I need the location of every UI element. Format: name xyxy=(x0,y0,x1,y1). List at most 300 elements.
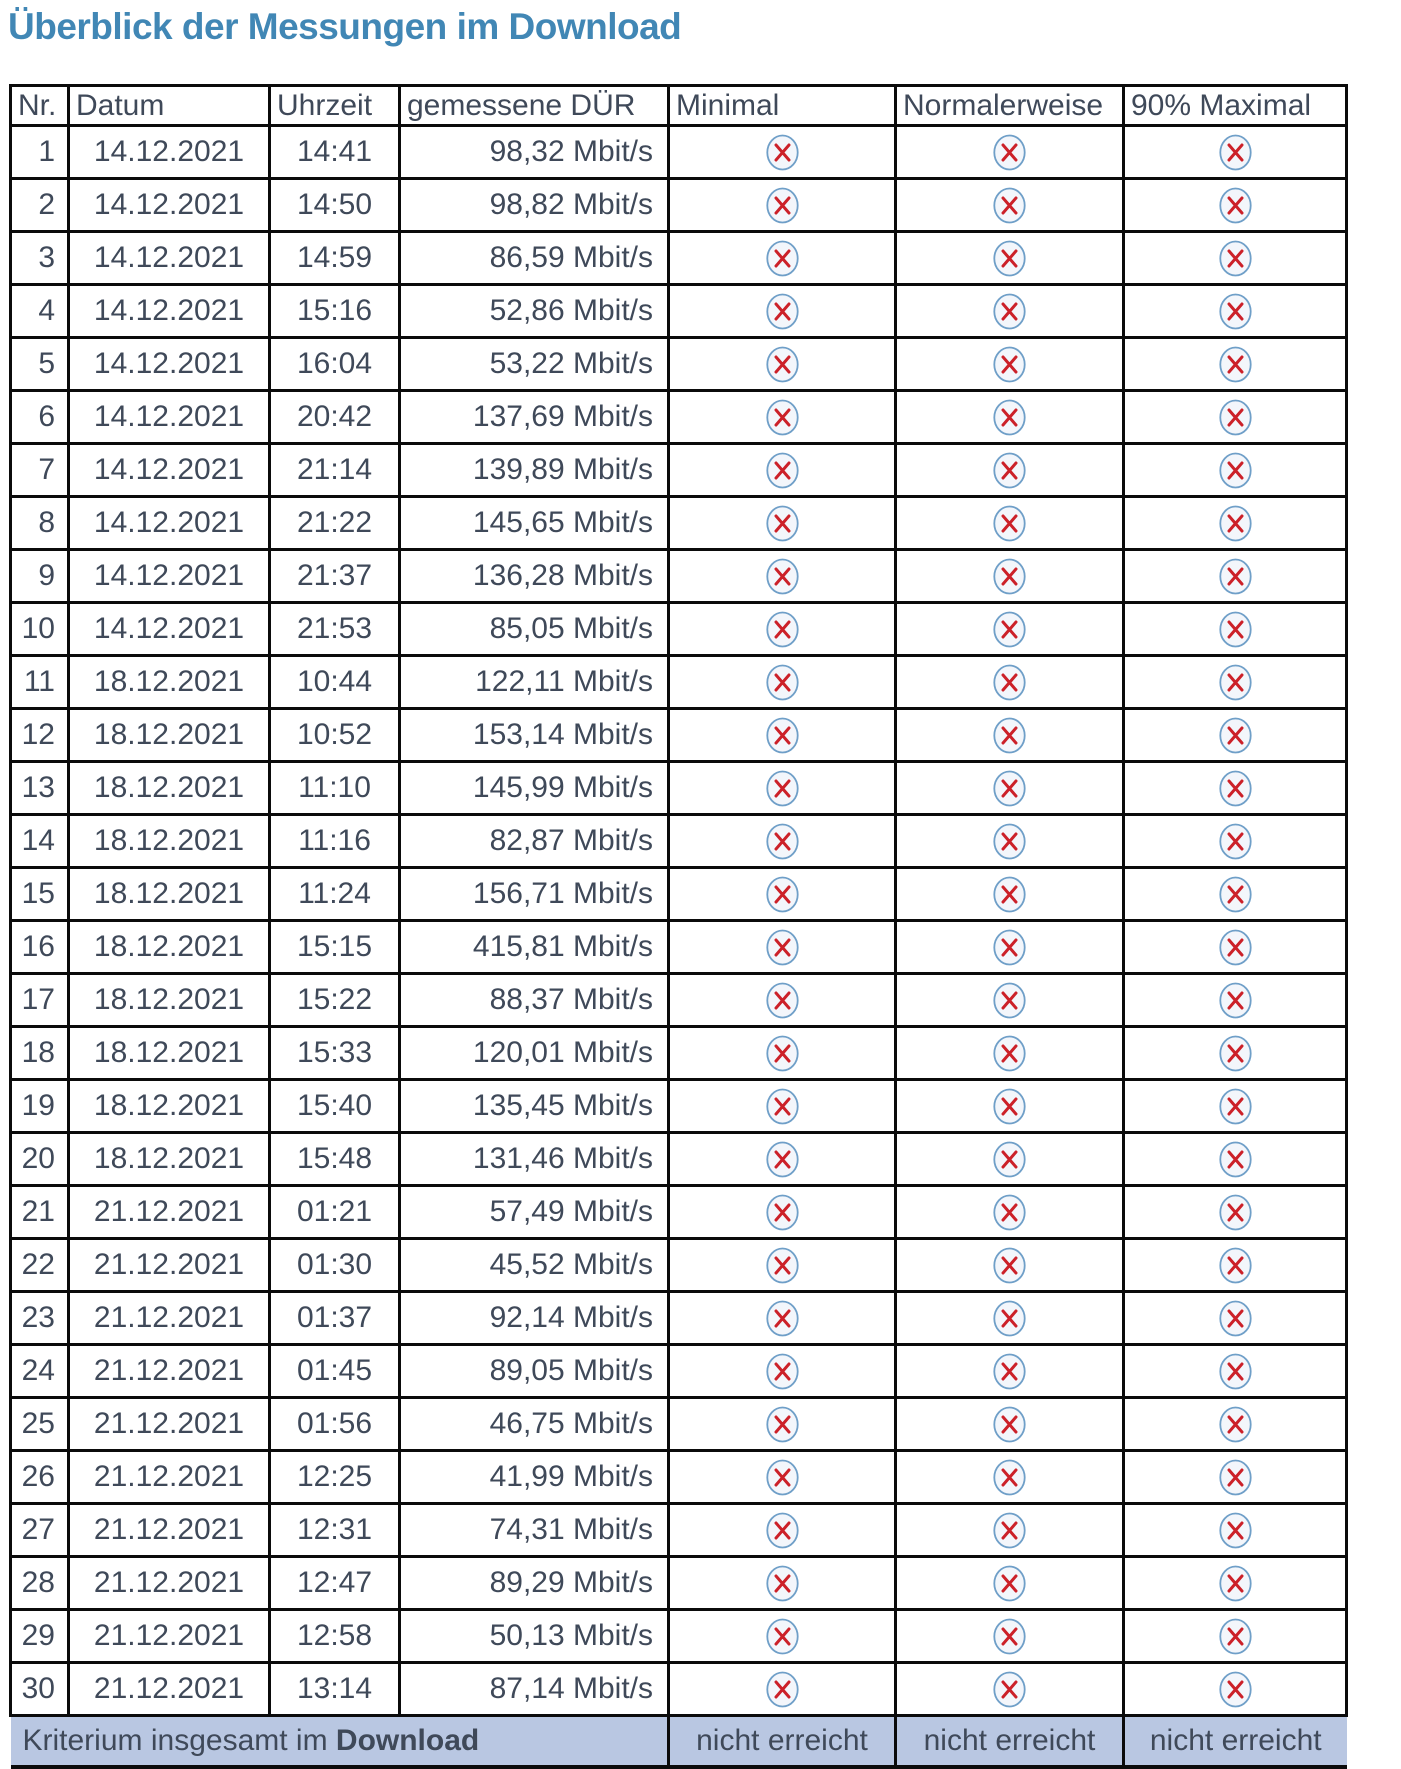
datum-cell: 18.12.2021 xyxy=(69,921,270,974)
cross-in-circle-icon xyxy=(1219,1565,1252,1602)
cross-in-circle-icon xyxy=(1219,187,1252,224)
table-row xyxy=(11,1239,1347,1292)
duer-cell: 52,86 Mbit/s xyxy=(400,285,669,338)
cross-in-circle-icon xyxy=(766,346,799,383)
nr-cell: 22 xyxy=(11,1239,69,1292)
cross-in-circle-icon xyxy=(766,505,799,542)
cross-in-circle-icon xyxy=(766,1141,799,1178)
maximal-status-cell xyxy=(1124,1133,1347,1186)
minimal-status-cell xyxy=(669,232,896,285)
cross-in-circle-icon xyxy=(1219,1035,1252,1072)
cross-in-circle-icon xyxy=(1219,1088,1252,1125)
nr-cell: 30 xyxy=(11,1663,69,1716)
cross-in-circle-icon xyxy=(993,1194,1026,1231)
normalerweise-status-cell xyxy=(896,391,1124,444)
nr-cell: 10 xyxy=(11,603,69,656)
cross-in-circle-icon xyxy=(1219,982,1252,1019)
table-row xyxy=(11,338,1347,391)
duer-cell: 145,99 Mbit/s xyxy=(400,762,669,815)
cross-in-circle-icon xyxy=(993,399,1026,436)
minimal-status-cell xyxy=(669,1133,896,1186)
cross-in-circle-icon xyxy=(1219,346,1252,383)
datum-cell: 21.12.2021 xyxy=(69,1557,270,1610)
cross-in-circle-icon xyxy=(1219,1459,1252,1496)
uhrzeit-cell: 01:21 xyxy=(270,1186,400,1239)
uhrzeit-cell: 15:15 xyxy=(270,921,400,974)
nr-cell: 5 xyxy=(11,338,69,391)
duer-cell: 85,05 Mbit/s xyxy=(400,603,669,656)
table-row xyxy=(11,974,1347,1027)
duer-cell: 145,65 Mbit/s xyxy=(400,497,669,550)
cross-in-circle-icon xyxy=(993,770,1026,807)
maximal-status-cell xyxy=(1124,1451,1347,1504)
normalerweise-status-cell xyxy=(896,179,1124,232)
cross-in-circle-icon xyxy=(993,187,1026,224)
cross-in-circle-icon xyxy=(1219,1194,1252,1231)
minimal-status-cell xyxy=(669,1504,896,1557)
cross-in-circle-icon xyxy=(1219,452,1252,489)
uhrzeit-cell: 12:25 xyxy=(270,1451,400,1504)
nr-cell: 6 xyxy=(11,391,69,444)
table-row xyxy=(11,709,1347,762)
table-row xyxy=(11,603,1347,656)
nr-cell: 8 xyxy=(11,497,69,550)
minimal-status-cell xyxy=(669,285,896,338)
maximal-status-cell xyxy=(1124,497,1347,550)
cross-in-circle-icon xyxy=(993,664,1026,701)
uhrzeit-cell: 14:50 xyxy=(270,179,400,232)
uhrzeit-cell: 11:10 xyxy=(270,762,400,815)
cross-in-circle-icon xyxy=(766,929,799,966)
datum-cell: 14.12.2021 xyxy=(69,126,270,179)
footer-maximal-result: nicht erreicht xyxy=(1124,1716,1347,1768)
duer-cell: 46,75 Mbit/s xyxy=(400,1398,669,1451)
cross-in-circle-icon xyxy=(993,1353,1026,1390)
cross-in-circle-icon xyxy=(993,1618,1026,1655)
cross-in-circle-icon xyxy=(1219,1300,1252,1337)
nr-cell: 1 xyxy=(11,126,69,179)
cross-in-circle-icon xyxy=(766,1353,799,1390)
duer-cell: 53,22 Mbit/s xyxy=(400,338,669,391)
uhrzeit-cell: 21:53 xyxy=(270,603,400,656)
uhrzeit-cell: 14:59 xyxy=(270,232,400,285)
maximal-status-cell xyxy=(1124,391,1347,444)
minimal-status-cell xyxy=(669,1292,896,1345)
normalerweise-status-cell xyxy=(896,126,1124,179)
maximal-status-cell xyxy=(1124,921,1347,974)
duer-cell: 136,28 Mbit/s xyxy=(400,550,669,603)
cross-in-circle-icon xyxy=(993,1565,1026,1602)
table-row xyxy=(11,1557,1347,1610)
nr-cell: 9 xyxy=(11,550,69,603)
datum-cell: 18.12.2021 xyxy=(69,656,270,709)
minimal-status-cell xyxy=(669,709,896,762)
nr-cell: 7 xyxy=(11,444,69,497)
table-row xyxy=(11,1080,1347,1133)
table-row xyxy=(11,1133,1347,1186)
maximal-status-cell xyxy=(1124,1027,1347,1080)
uhrzeit-cell: 12:47 xyxy=(270,1557,400,1610)
cross-in-circle-icon xyxy=(993,1406,1026,1443)
cross-in-circle-icon xyxy=(1219,929,1252,966)
maximal-status-cell xyxy=(1124,444,1347,497)
maximal-status-cell xyxy=(1124,815,1347,868)
datum-cell: 21.12.2021 xyxy=(69,1451,270,1504)
cross-in-circle-icon xyxy=(1219,1671,1252,1708)
cross-in-circle-icon xyxy=(766,982,799,1019)
col-header-normalerweise: Normalerweise xyxy=(896,86,1124,126)
col-header-gemessene-duer: gemessene DÜR xyxy=(400,86,669,126)
maximal-status-cell xyxy=(1124,1080,1347,1133)
cross-in-circle-icon xyxy=(766,293,799,330)
maximal-status-cell xyxy=(1124,285,1347,338)
maximal-status-cell xyxy=(1124,1663,1347,1716)
minimal-status-cell xyxy=(669,391,896,444)
cross-in-circle-icon xyxy=(993,134,1026,171)
datum-cell: 21.12.2021 xyxy=(69,1186,270,1239)
cross-in-circle-icon xyxy=(1219,1512,1252,1549)
datum-cell: 18.12.2021 xyxy=(69,974,270,1027)
table-row xyxy=(11,1186,1347,1239)
table-row xyxy=(11,868,1347,921)
cross-in-circle-icon xyxy=(993,293,1026,330)
duer-cell: 89,29 Mbit/s xyxy=(400,1557,669,1610)
datum-cell: 14.12.2021 xyxy=(69,391,270,444)
nr-cell: 27 xyxy=(11,1504,69,1557)
cross-in-circle-icon xyxy=(766,770,799,807)
normalerweise-status-cell xyxy=(896,603,1124,656)
duer-cell: 122,11 Mbit/s xyxy=(400,656,669,709)
maximal-status-cell xyxy=(1124,1292,1347,1345)
minimal-status-cell xyxy=(669,762,896,815)
datum-cell: 21.12.2021 xyxy=(69,1663,270,1716)
uhrzeit-cell: 01:56 xyxy=(270,1398,400,1451)
cross-in-circle-icon xyxy=(1219,1618,1252,1655)
nr-cell: 14 xyxy=(11,815,69,868)
nr-cell: 15 xyxy=(11,868,69,921)
maximal-status-cell xyxy=(1124,338,1347,391)
maximal-status-cell xyxy=(1124,1398,1347,1451)
maximal-status-cell xyxy=(1124,1610,1347,1663)
cross-in-circle-icon xyxy=(993,982,1026,1019)
datum-cell: 21.12.2021 xyxy=(69,1239,270,1292)
cross-in-circle-icon xyxy=(993,558,1026,595)
footer-criterion-label xyxy=(11,1716,669,1768)
cross-in-circle-icon xyxy=(993,346,1026,383)
cross-in-circle-icon xyxy=(993,1671,1026,1708)
cross-in-circle-icon xyxy=(766,1565,799,1602)
minimal-status-cell xyxy=(669,1080,896,1133)
cross-in-circle-icon xyxy=(766,1618,799,1655)
nr-cell: 20 xyxy=(11,1133,69,1186)
cross-in-circle-icon xyxy=(993,505,1026,542)
table-row xyxy=(11,1451,1347,1504)
maximal-status-cell xyxy=(1124,709,1347,762)
normalerweise-status-cell xyxy=(896,285,1124,338)
nr-cell: 24 xyxy=(11,1345,69,1398)
maximal-status-cell xyxy=(1124,656,1347,709)
cross-in-circle-icon xyxy=(1219,505,1252,542)
normalerweise-status-cell xyxy=(896,656,1124,709)
nr-cell: 21 xyxy=(11,1186,69,1239)
cross-in-circle-icon xyxy=(1219,293,1252,330)
normalerweise-status-cell xyxy=(896,1292,1124,1345)
normalerweise-status-cell xyxy=(896,709,1124,762)
datum-cell: 21.12.2021 xyxy=(69,1398,270,1451)
datum-cell: 21.12.2021 xyxy=(69,1292,270,1345)
datum-cell: 18.12.2021 xyxy=(69,1080,270,1133)
maximal-status-cell xyxy=(1124,1504,1347,1557)
cross-in-circle-icon xyxy=(766,664,799,701)
cross-in-circle-icon xyxy=(766,452,799,489)
footer-minimal-result: nicht erreicht xyxy=(669,1716,896,1768)
cross-in-circle-icon xyxy=(766,1300,799,1337)
nr-cell: 16 xyxy=(11,921,69,974)
table-row xyxy=(11,921,1347,974)
normalerweise-status-cell xyxy=(896,497,1124,550)
uhrzeit-cell: 10:52 xyxy=(270,709,400,762)
datum-cell: 21.12.2021 xyxy=(69,1504,270,1557)
uhrzeit-cell: 15:33 xyxy=(270,1027,400,1080)
cross-in-circle-icon xyxy=(766,399,799,436)
cross-in-circle-icon xyxy=(993,929,1026,966)
table-row xyxy=(11,815,1347,868)
normalerweise-status-cell xyxy=(896,550,1124,603)
cross-in-circle-icon xyxy=(766,717,799,754)
cross-in-circle-icon xyxy=(766,1671,799,1708)
table-row xyxy=(11,232,1347,285)
duer-cell: 120,01 Mbit/s xyxy=(400,1027,669,1080)
nr-cell: 13 xyxy=(11,762,69,815)
table-row xyxy=(11,1610,1347,1663)
uhrzeit-cell: 11:16 xyxy=(270,815,400,868)
nr-cell: 29 xyxy=(11,1610,69,1663)
normalerweise-status-cell xyxy=(896,1345,1124,1398)
nr-cell: 25 xyxy=(11,1398,69,1451)
table-row xyxy=(11,1398,1347,1451)
normalerweise-status-cell xyxy=(896,1610,1124,1663)
uhrzeit-cell: 12:31 xyxy=(270,1504,400,1557)
minimal-status-cell xyxy=(669,815,896,868)
maximal-status-cell xyxy=(1124,1557,1347,1610)
duer-cell: 98,82 Mbit/s xyxy=(400,179,669,232)
table-row xyxy=(11,1504,1347,1557)
duer-cell: 82,87 Mbit/s xyxy=(400,815,669,868)
cross-in-circle-icon xyxy=(1219,664,1252,701)
uhrzeit-cell: 12:58 xyxy=(270,1610,400,1663)
nr-cell: 18 xyxy=(11,1027,69,1080)
datum-cell: 21.12.2021 xyxy=(69,1345,270,1398)
duer-cell: 57,49 Mbit/s xyxy=(400,1186,669,1239)
footer-row xyxy=(11,1716,1347,1768)
col-header-nr: Nr. xyxy=(11,86,69,126)
cross-in-circle-icon xyxy=(993,1512,1026,1549)
duer-cell: 131,46 Mbit/s xyxy=(400,1133,669,1186)
minimal-status-cell xyxy=(669,974,896,1027)
cross-in-circle-icon xyxy=(993,717,1026,754)
cross-in-circle-icon xyxy=(766,1247,799,1284)
normalerweise-status-cell xyxy=(896,868,1124,921)
datum-cell: 18.12.2021 xyxy=(69,762,270,815)
uhrzeit-cell: 01:30 xyxy=(270,1239,400,1292)
duer-cell: 50,13 Mbit/s xyxy=(400,1610,669,1663)
duer-cell: 135,45 Mbit/s xyxy=(400,1080,669,1133)
uhrzeit-cell: 16:04 xyxy=(270,338,400,391)
uhrzeit-cell: 11:24 xyxy=(270,868,400,921)
uhrzeit-cell: 20:42 xyxy=(270,391,400,444)
datum-cell: 18.12.2021 xyxy=(69,709,270,762)
maximal-status-cell xyxy=(1124,232,1347,285)
normalerweise-status-cell xyxy=(896,1451,1124,1504)
cross-in-circle-icon xyxy=(766,1459,799,1496)
uhrzeit-cell: 10:44 xyxy=(270,656,400,709)
col-header-datum: Datum xyxy=(69,86,270,126)
duer-cell: 89,05 Mbit/s xyxy=(400,1345,669,1398)
uhrzeit-cell: 21:37 xyxy=(270,550,400,603)
datum-cell: 14.12.2021 xyxy=(69,179,270,232)
page-title: Überblick der Messungen im Download xyxy=(8,6,682,47)
table-row xyxy=(11,497,1347,550)
uhrzeit-cell: 01:37 xyxy=(270,1292,400,1345)
cross-in-circle-icon xyxy=(766,1406,799,1443)
cross-in-circle-icon xyxy=(993,1141,1026,1178)
cross-in-circle-icon xyxy=(1219,134,1252,171)
col-header-minimal: Minimal xyxy=(669,86,896,126)
cross-in-circle-icon xyxy=(993,1247,1026,1284)
maximal-status-cell xyxy=(1124,1239,1347,1292)
datum-cell: 14.12.2021 xyxy=(69,232,270,285)
nr-cell: 3 xyxy=(11,232,69,285)
normalerweise-status-cell xyxy=(896,444,1124,497)
datum-cell: 18.12.2021 xyxy=(69,1027,270,1080)
minimal-status-cell xyxy=(669,550,896,603)
datum-cell: 14.12.2021 xyxy=(69,550,270,603)
table-row xyxy=(11,179,1347,232)
normalerweise-status-cell xyxy=(896,338,1124,391)
maximal-status-cell xyxy=(1124,1345,1347,1398)
cross-in-circle-icon xyxy=(766,134,799,171)
cross-in-circle-icon xyxy=(1219,611,1252,648)
minimal-status-cell xyxy=(669,1239,896,1292)
uhrzeit-cell: 15:22 xyxy=(270,974,400,1027)
cross-in-circle-icon xyxy=(766,187,799,224)
table-row xyxy=(11,656,1347,709)
minimal-status-cell xyxy=(669,444,896,497)
cross-in-circle-icon xyxy=(1219,1247,1252,1284)
duer-cell: 415,81 Mbit/s xyxy=(400,921,669,974)
cross-in-circle-icon xyxy=(993,452,1026,489)
maximal-status-cell xyxy=(1124,974,1347,1027)
normalerweise-status-cell xyxy=(896,1133,1124,1186)
cross-in-circle-icon xyxy=(1219,717,1252,754)
cross-in-circle-icon xyxy=(993,1035,1026,1072)
nr-cell: 11 xyxy=(11,656,69,709)
uhrzeit-cell: 01:45 xyxy=(270,1345,400,1398)
maximal-status-cell xyxy=(1124,179,1347,232)
duer-cell: 41,99 Mbit/s xyxy=(400,1451,669,1504)
footer-criterion-bold: Download xyxy=(335,1724,480,1757)
nr-cell: 17 xyxy=(11,974,69,1027)
table-row xyxy=(11,550,1347,603)
measurements-table xyxy=(9,84,1348,1769)
cross-in-circle-icon xyxy=(1219,1353,1252,1390)
maximal-status-cell xyxy=(1124,550,1347,603)
maximal-status-cell xyxy=(1124,868,1347,921)
minimal-status-cell xyxy=(669,1398,896,1451)
cross-in-circle-icon xyxy=(766,558,799,595)
cross-in-circle-icon xyxy=(766,240,799,277)
minimal-status-cell xyxy=(669,1451,896,1504)
normalerweise-status-cell xyxy=(896,1239,1124,1292)
cross-in-circle-icon xyxy=(993,1459,1026,1496)
table-row xyxy=(11,1027,1347,1080)
cross-in-circle-icon xyxy=(1219,558,1252,595)
cross-in-circle-icon xyxy=(993,1088,1026,1125)
datum-cell: 14.12.2021 xyxy=(69,497,270,550)
normalerweise-status-cell xyxy=(896,1186,1124,1239)
normalerweise-status-cell xyxy=(896,815,1124,868)
nr-cell: 26 xyxy=(11,1451,69,1504)
uhrzeit-cell: 21:22 xyxy=(270,497,400,550)
table-row xyxy=(11,1345,1347,1398)
duer-cell: 45,52 Mbit/s xyxy=(400,1239,669,1292)
cross-in-circle-icon xyxy=(766,823,799,860)
uhrzeit-cell: 15:48 xyxy=(270,1133,400,1186)
nr-cell: 23 xyxy=(11,1292,69,1345)
uhrzeit-cell: 15:16 xyxy=(270,285,400,338)
minimal-status-cell xyxy=(669,1557,896,1610)
uhrzeit-cell: 15:40 xyxy=(270,1080,400,1133)
cross-in-circle-icon xyxy=(993,611,1026,648)
cross-in-circle-icon xyxy=(1219,399,1252,436)
datum-cell: 18.12.2021 xyxy=(69,868,270,921)
nr-cell: 2 xyxy=(11,179,69,232)
minimal-status-cell xyxy=(669,1345,896,1398)
normalerweise-status-cell xyxy=(896,921,1124,974)
cross-in-circle-icon xyxy=(1219,1141,1252,1178)
minimal-status-cell xyxy=(669,1610,896,1663)
normalerweise-status-cell xyxy=(896,232,1124,285)
table-row xyxy=(11,285,1347,338)
cross-in-circle-icon xyxy=(766,611,799,648)
duer-cell: 92,14 Mbit/s xyxy=(400,1292,669,1345)
maximal-status-cell xyxy=(1124,1186,1347,1239)
uhrzeit-cell: 21:14 xyxy=(270,444,400,497)
duer-cell: 74,31 Mbit/s xyxy=(400,1504,669,1557)
cross-in-circle-icon xyxy=(1219,770,1252,807)
cross-in-circle-icon xyxy=(766,1035,799,1072)
cross-in-circle-icon xyxy=(993,876,1026,913)
cross-in-circle-icon xyxy=(766,1512,799,1549)
nr-cell: 19 xyxy=(11,1080,69,1133)
cross-in-circle-icon xyxy=(766,876,799,913)
footer-criterion-text: Kriterium insgesamt im xyxy=(22,1724,336,1757)
minimal-status-cell xyxy=(669,126,896,179)
cross-in-circle-icon xyxy=(1219,1406,1252,1443)
uhrzeit-cell: 13:14 xyxy=(270,1663,400,1716)
minimal-status-cell xyxy=(669,1186,896,1239)
nr-cell: 28 xyxy=(11,1557,69,1610)
duer-cell: 87,14 Mbit/s xyxy=(400,1663,669,1716)
table-row xyxy=(11,444,1347,497)
minimal-status-cell xyxy=(669,656,896,709)
footer-normalerweise-result: nicht erreicht xyxy=(896,1716,1124,1768)
duer-cell: 153,14 Mbit/s xyxy=(400,709,669,762)
table-row xyxy=(11,762,1347,815)
datum-cell: 14.12.2021 xyxy=(69,444,270,497)
cross-in-circle-icon xyxy=(993,823,1026,860)
minimal-status-cell xyxy=(669,603,896,656)
